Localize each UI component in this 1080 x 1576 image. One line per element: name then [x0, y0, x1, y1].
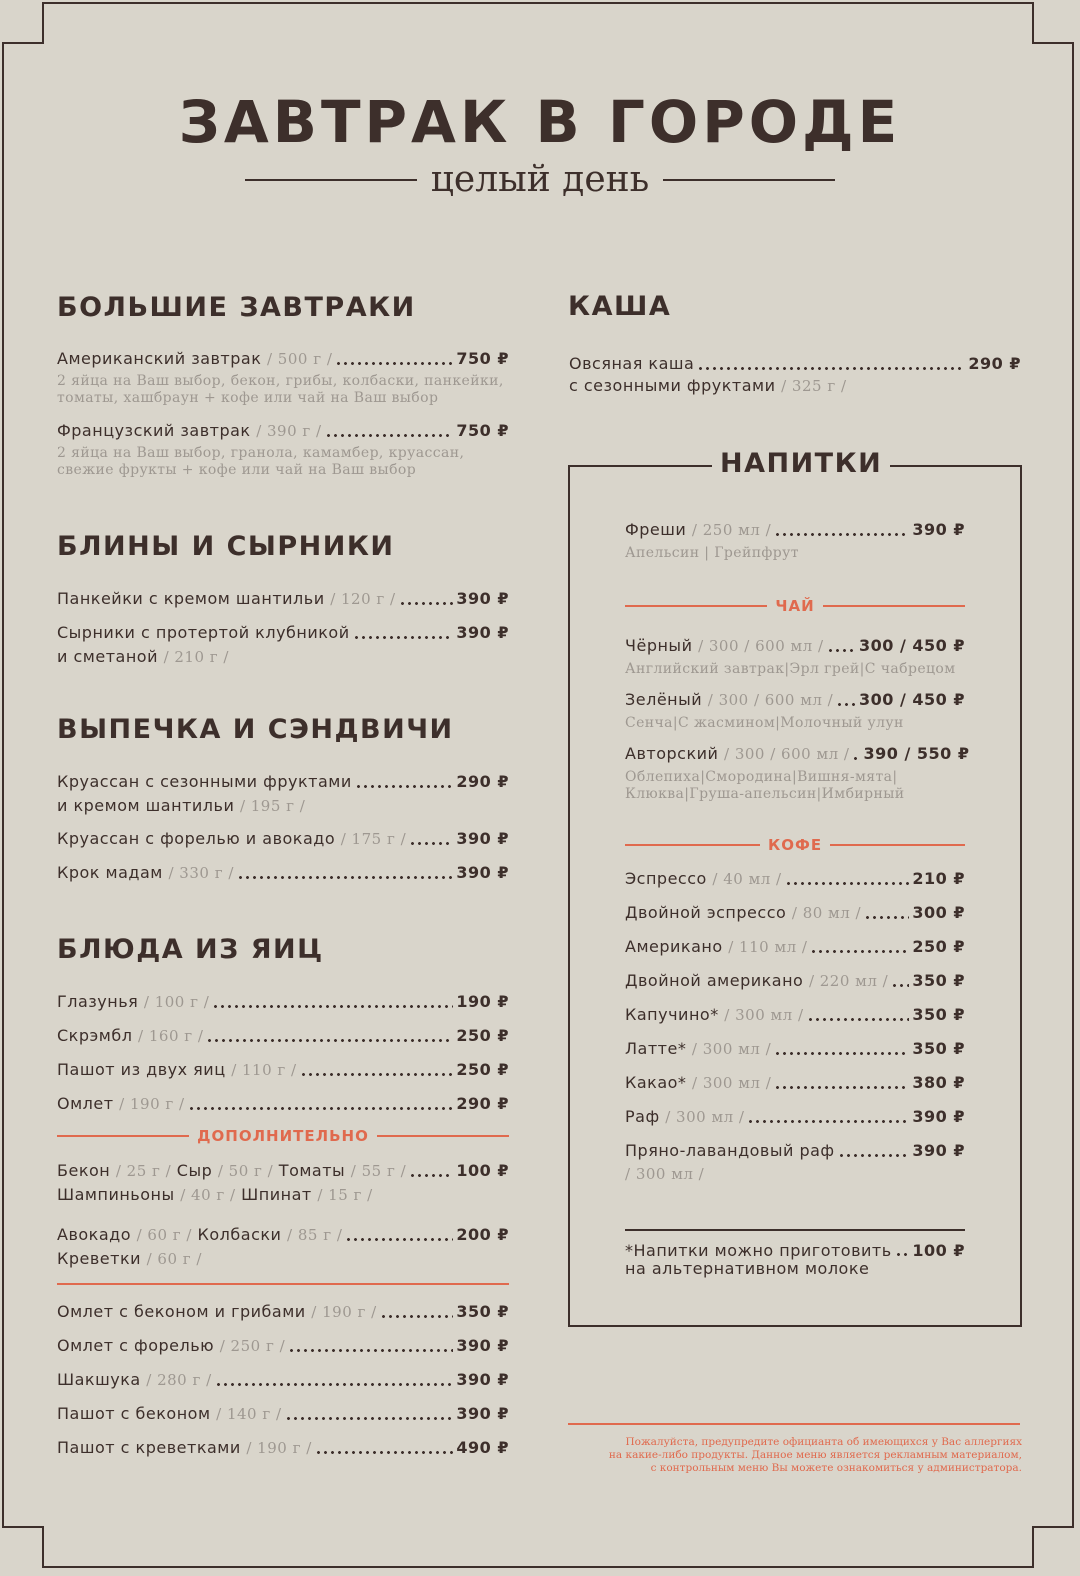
item-name: Пашот из двух яиц: [57, 1060, 226, 1079]
leader-dots: [288, 1349, 453, 1352]
allergy-note-line: с контрольным меню Вы можете ознакомиться у администратора.: [650, 1462, 1022, 1474]
item-price: 350 ₽: [912, 1005, 965, 1024]
item-weight: / 100 г /: [143, 993, 210, 1011]
menu-item: [57, 1060, 509, 1080]
item-description: 2 яйца на Ваш выбор, бекон, грибы, колбаски, панкейки,: [57, 373, 504, 389]
item-price: 250 ₽: [456, 1026, 509, 1045]
extra-name: Креветки: [57, 1249, 142, 1268]
menu-item: [57, 589, 509, 609]
item-name: Пашот с креветками: [57, 1438, 241, 1457]
leader-dots: [747, 1120, 909, 1123]
menu-item: [625, 869, 965, 889]
alt-milk-text: *Напитки можно приготовить: [625, 1241, 892, 1260]
extra-price: 200 ₽: [456, 1225, 509, 1244]
item-price: 390 ₽: [912, 1107, 965, 1126]
section-title-drinks: НАПИТКИ: [712, 448, 890, 479]
item-price: 490 ₽: [456, 1438, 509, 1457]
item-weight: / 250 мл /: [691, 521, 772, 539]
alt-milk-text-line2: на альтернативном молоке: [625, 1259, 870, 1278]
leader-dots: [315, 1451, 454, 1454]
coffee-label: КОФЕ: [767, 836, 823, 854]
frame-top-line: [44, 2, 1032, 4]
item-weight: / 300 мл /: [692, 1074, 772, 1092]
leader-dots: [810, 950, 909, 953]
leader-dots: [807, 1018, 910, 1021]
item-name: Французский завтрак: [57, 421, 251, 440]
coffee-rule-right: [830, 844, 965, 846]
item-name: Глазунья: [57, 992, 139, 1011]
extra-price: 100 ₽: [456, 1161, 509, 1180]
item-name: Двойной американо: [625, 971, 804, 990]
menu-item: [57, 863, 509, 883]
item-weight: / 300 мл /: [724, 1006, 804, 1024]
extra-name: Бекон: [57, 1161, 111, 1180]
extra-weight: / 25 г /: [115, 1162, 172, 1180]
item-weight: / 80 мл /: [791, 904, 862, 922]
extra-weight: / 50 г /: [217, 1162, 274, 1180]
menu-item: [57, 1370, 509, 1390]
alt-milk-rule: [625, 1229, 965, 1231]
frame-bottom-line: [44, 1566, 1032, 1568]
item-price: 300 / 450 ₽: [859, 636, 965, 655]
extra-name: Томаты: [278, 1161, 346, 1180]
item-price: 190 ₽: [456, 992, 509, 1011]
leader-dots: [409, 842, 453, 845]
item-name: Капучино*: [625, 1005, 719, 1024]
alt-milk-price: 100 ₽: [912, 1241, 965, 1260]
item-price: 290 ₽: [968, 354, 1021, 373]
item-name: Латте*: [625, 1039, 687, 1058]
menu-item: [625, 636, 965, 678]
item-price: 390 ₽: [456, 1370, 509, 1389]
item-description: Английский завтрак|Эрл грей|С чабрецом: [625, 661, 956, 677]
extra-name: Авокадо: [57, 1225, 131, 1244]
item-name: Панкейки с кремом шантильи: [57, 589, 325, 608]
leader-dots: [891, 984, 909, 987]
menu-item: [57, 421, 509, 479]
item-name: Омлет: [57, 1094, 114, 1113]
item-price: 390 ₽: [912, 520, 965, 539]
leader-dots: [237, 876, 454, 879]
item-name: Американский завтрак: [57, 349, 262, 368]
leader-dots: [380, 1315, 454, 1318]
frame-corner: [42, 1526, 44, 1568]
note-rule: [568, 1423, 1020, 1425]
leader-dots: [852, 757, 860, 760]
leader-dots: [355, 785, 454, 788]
menu-item: [625, 1073, 965, 1093]
extra-weight: / 60 г /: [136, 1226, 192, 1244]
extra-name: Шампиньоны: [57, 1185, 175, 1204]
leader-dots: [206, 1039, 453, 1042]
item-price: 390 / 550 ₽: [863, 744, 970, 763]
item-price: 390 ₽: [456, 829, 509, 848]
item-weight: / 300 / 600 мл /: [724, 745, 850, 763]
subtitle-rule-right: [663, 179, 835, 181]
tea-label: ЧАЙ: [775, 597, 815, 615]
item-weight: / 300 мл /: [691, 1040, 772, 1058]
menu-item: [625, 1141, 965, 1184]
extra-name: Шпинат: [241, 1185, 312, 1204]
item-description: свежие фрукты + кофе или чай на Ваш выбор: [57, 462, 417, 478]
frame-corner: [42, 2, 44, 44]
menu-item: [625, 1039, 965, 1059]
item-price: 300 ₽: [912, 903, 965, 922]
leader-dots: [697, 367, 965, 370]
item-description: томаты, хашбраун + кофе или чай на Ваш выбор: [57, 390, 439, 406]
item-description: Облепиха|Смородина|Вишня-мята|: [625, 769, 898, 785]
leader-dots: [399, 602, 454, 605]
subtitle-rule-left: [245, 179, 417, 181]
extra-weight: / 85 г /: [287, 1226, 343, 1244]
leader-dots: [838, 1154, 910, 1157]
item-description: Клюква|Груша-апельсин|Имбирный: [625, 786, 905, 802]
allergy-note: [568, 1436, 1022, 1475]
item-weight: / 190 г /: [311, 1303, 377, 1321]
leader-dots: [188, 1107, 454, 1110]
item-name: Омлет с беконом и грибами: [57, 1302, 306, 1321]
item-weight: / 330 г /: [168, 864, 234, 882]
section-title-big-breakfasts: БОЛЬШИЕ ЗАВТРАКИ: [57, 292, 416, 323]
allergy-note-line: на какие-либо продукты. Данное меню является рекламным материалом,: [608, 1449, 1022, 1461]
extras-label: ДОПОЛНИТЕЛЬНО: [197, 1127, 369, 1145]
leader-dots: [864, 916, 909, 919]
extras-header: [57, 1126, 509, 1146]
page-subtitle-block: [245, 155, 835, 205]
extra-weight: / 55 г /: [350, 1162, 407, 1180]
tea-header: [625, 596, 965, 616]
menu-item: [569, 354, 1021, 396]
item-price: 390 ₽: [456, 863, 509, 882]
menu-item: [625, 690, 965, 732]
item-weight: / 110 г /: [231, 1061, 297, 1079]
section-title-eggs: БЛЮДА ИЗ ЯИЦ: [57, 934, 324, 965]
item-price: 290 ₽: [456, 1094, 509, 1113]
menu-item: [57, 349, 509, 407]
item-price: 350 ₽: [912, 971, 965, 990]
leader-dots: [827, 649, 856, 652]
menu-item: [625, 937, 965, 957]
leader-dots: [325, 434, 454, 437]
item-name: Овсяная каша: [569, 354, 695, 373]
menu-item: [57, 829, 509, 849]
coffee-header: [625, 835, 965, 855]
item-weight: / 175 г /: [340, 830, 407, 848]
item-name: Пряно-лавандовый раф: [625, 1141, 835, 1160]
page-subtitle: целый день: [430, 159, 650, 200]
alt-milk-note: [625, 1242, 965, 1278]
leader-dots: [215, 1383, 454, 1386]
page-title: ЗАВТРАК В ГОРОДЕ: [178, 88, 902, 156]
item-price: 250 ₽: [456, 1060, 509, 1079]
extras-item: [57, 1225, 509, 1269]
leader-dots: [300, 1073, 454, 1076]
item-weight: / 500 г /: [266, 350, 333, 368]
menu-item: [57, 1302, 509, 1322]
item-weight: / 40 мл /: [712, 870, 782, 888]
tea-rule-right: [823, 605, 965, 607]
item-price: 390 ₽: [912, 1141, 965, 1160]
item-name: Зелёный: [625, 690, 703, 709]
item-name: Круассан с сезонными фруктами: [57, 772, 352, 791]
item-weight: / 300 мл /: [625, 1165, 705, 1183]
item-weight: / 195 г /: [239, 797, 306, 815]
leader-dots: [285, 1417, 454, 1420]
extra-name: Колбаски: [197, 1225, 282, 1244]
item-name: Двойной эспрессо: [625, 903, 787, 922]
item-name: Круассан с форелью и авокадо: [57, 829, 336, 848]
item-price: 390 ₽: [456, 1336, 509, 1355]
item-description: 2 яйца на Ваш выбор, гранола, камамбер, круассан,: [57, 445, 465, 461]
item-name: Раф: [625, 1107, 660, 1126]
item-weight: / 160 г /: [138, 1027, 204, 1045]
section-title-pancakes: БЛИНЫ И СЫРНИКИ: [57, 531, 395, 562]
item-name: Пашот с беконом: [57, 1404, 211, 1423]
leader-dots: [785, 882, 910, 885]
item-weight: / 250 г /: [219, 1337, 286, 1355]
menu-item: [625, 903, 965, 923]
item-weight: / 190 г /: [246, 1439, 312, 1457]
menu-item: [57, 623, 509, 667]
menu-item: [57, 1404, 509, 1424]
item-price: 250 ₽: [912, 937, 965, 956]
extra-name: Сыр: [176, 1161, 213, 1180]
item-weight: / 300 / 600 мл /: [698, 637, 824, 655]
frame-corner: [2, 42, 44, 44]
drinks-box: [568, 465, 1022, 1327]
item-name: Скрэмбл: [57, 1026, 133, 1045]
item-price: 390 ₽: [456, 1404, 509, 1423]
item-name: Шакшука: [57, 1370, 141, 1389]
item-weight: / 140 г /: [216, 1405, 282, 1423]
frame-left-line: [2, 44, 4, 1526]
leader-dots: [409, 1174, 453, 1177]
item-name-line2: и кремом шантильи: [57, 796, 235, 815]
item-price: 750 ₽: [456, 349, 509, 368]
item-weight: / 120 г /: [330, 590, 396, 608]
menu-item: [57, 772, 509, 816]
extras-item: [57, 1161, 509, 1205]
item-description: Апельсин | Грейпфрут: [625, 545, 799, 561]
item-name: Чёрный: [625, 636, 693, 655]
item-name: Эспрессо: [625, 869, 707, 888]
item-price: 750 ₽: [456, 421, 509, 440]
menu-item: [57, 992, 509, 1012]
leader-dots: [895, 1253, 910, 1256]
leader-dots: [774, 1052, 909, 1055]
frame-corner: [2, 1526, 44, 1528]
leader-dots: [836, 703, 856, 706]
item-weight: / 190 г /: [119, 1095, 185, 1113]
menu-item: [625, 744, 970, 803]
tea-rule-left: [625, 605, 767, 607]
allergy-note-line: Пожалуйста, предупредите официанта об имеющихся у Вас аллергиях: [625, 1436, 1022, 1448]
item-price: 380 ₽: [912, 1073, 965, 1092]
item-price: 290 ₽: [456, 772, 509, 791]
leader-dots: [353, 636, 454, 639]
item-description: Сенча|С жасмином|Молочный улун: [625, 715, 904, 731]
menu-item: [57, 1026, 509, 1046]
item-weight: / 110 мл /: [728, 938, 808, 956]
item-name: Крок мадам: [57, 863, 163, 882]
item-weight: / 300 мл /: [665, 1108, 745, 1126]
menu-item: [625, 1107, 965, 1127]
frame-right-line: [1072, 44, 1074, 1526]
extra-weight: / 40 г /: [180, 1186, 236, 1204]
item-name: Омлет с форелью: [57, 1336, 215, 1355]
menu-item: [57, 1438, 509, 1458]
section-title-porridge: КАША: [568, 291, 672, 322]
leader-dots: [335, 362, 453, 365]
leader-dots: [774, 1086, 909, 1089]
coffee-rule-left: [625, 844, 760, 846]
item-price: 390 ₽: [456, 589, 509, 608]
section-title-pastry: ВЫПЕЧКА И СЭНДВИЧИ: [57, 714, 454, 745]
menu-item: [625, 1005, 965, 1025]
item-price: 350 ₽: [456, 1302, 509, 1321]
item-weight: / 325 г /: [781, 377, 847, 395]
item-weight: / 220 мл /: [808, 972, 889, 990]
item-name-line2: и сметаной: [57, 647, 158, 666]
frame-corner: [1032, 1526, 1034, 1568]
menu-item: [57, 1336, 509, 1356]
item-weight: / 210 г /: [163, 648, 229, 666]
item-name: Авторский: [625, 744, 719, 763]
extras-rule-left: [57, 1135, 189, 1137]
item-name: Фреши: [625, 520, 687, 539]
frame-corner: [1032, 1526, 1074, 1528]
menu-item: [57, 1094, 509, 1114]
item-name: Американо: [625, 937, 723, 956]
item-name: Какао*: [625, 1073, 687, 1092]
extras-rule-right: [377, 1135, 509, 1137]
extra-weight: / 60 г /: [146, 1250, 202, 1268]
menu-item: [625, 971, 965, 991]
extra-weight: / 15 г /: [317, 1186, 373, 1204]
frame-corner: [1032, 2, 1034, 44]
leader-dots: [774, 533, 909, 536]
extras-bottom-rule: [57, 1283, 509, 1285]
item-price: 390 ₽: [456, 623, 509, 642]
item-price: 350 ₽: [912, 1039, 965, 1058]
leader-dots: [345, 1238, 453, 1241]
item-weight: / 280 г /: [146, 1371, 212, 1389]
item-weight: / 390 г /: [256, 422, 322, 440]
item-name-line2: с сезонными фруктами: [569, 376, 776, 395]
item-weight: / 300 / 600 мл /: [707, 691, 834, 709]
item-name: Сырники с протертой клубникой: [57, 623, 350, 642]
menu-item: [625, 520, 965, 562]
frame-corner: [1032, 42, 1074, 44]
item-price: 300 / 450 ₽: [859, 690, 965, 709]
item-price: 210 ₽: [912, 869, 965, 888]
leader-dots: [212, 1005, 453, 1008]
